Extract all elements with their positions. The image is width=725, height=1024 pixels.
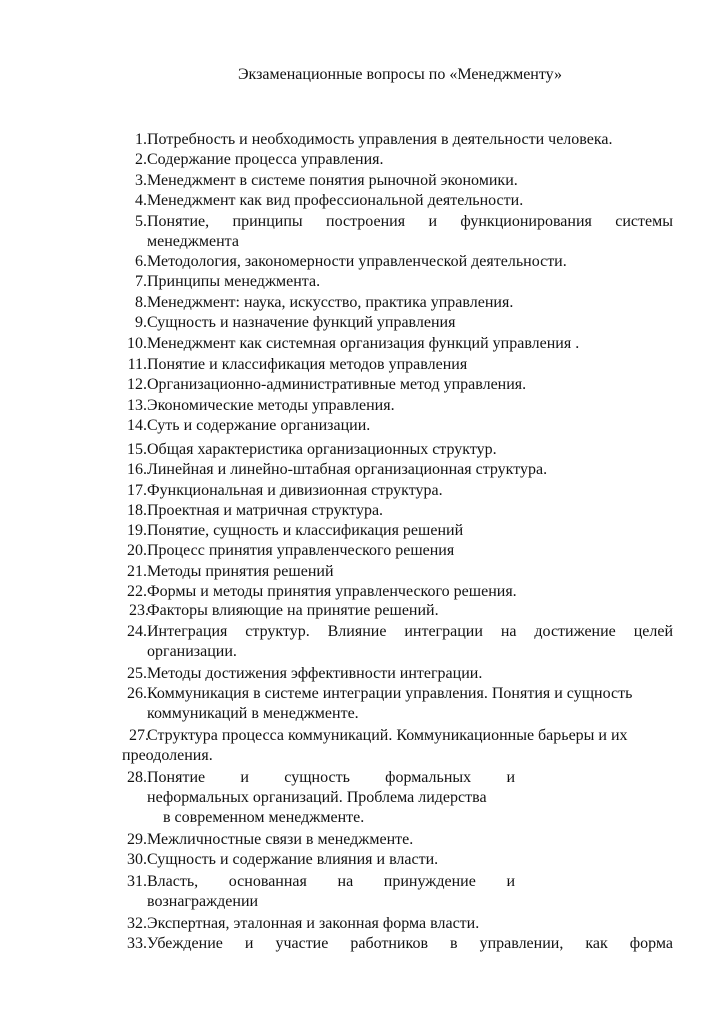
question-text: Формы и методы принятия управленческого решения. bbox=[147, 583, 517, 600]
question-text: Методы достижения эффективности интеграции. bbox=[147, 665, 483, 682]
question-number: 19. bbox=[127, 522, 147, 539]
question-number: 12. bbox=[127, 376, 147, 393]
question-number: 8. bbox=[135, 294, 147, 311]
question-number: 21. bbox=[127, 563, 147, 580]
question-text-continuation: неформальных организаций. Проблема лидерства bbox=[147, 789, 487, 806]
question-text: Понятие и классификация методов управления bbox=[147, 356, 468, 373]
question-text: Менеджмент как системная организация функций управления . bbox=[147, 335, 580, 352]
question-number: 16. bbox=[127, 461, 147, 478]
question-number: 3. bbox=[135, 172, 147, 189]
question-number: 9. bbox=[135, 314, 147, 331]
question-number: 13. bbox=[127, 397, 147, 414]
question-text: Понятие и сущность формальных и bbox=[147, 769, 515, 786]
question-text: Линейная и линейно-штабная организационная структура. bbox=[147, 461, 548, 478]
question-number: 25. bbox=[127, 665, 147, 682]
page-title: Экзаменационные вопросы по «Менеджменту» bbox=[237, 66, 563, 83]
question-number: 17. bbox=[127, 482, 147, 499]
question-text: Принципы менеджмента. bbox=[147, 273, 321, 290]
question-number: 7. bbox=[135, 273, 147, 290]
question-text: Коммуникация в системе интеграции управления. Понятия и сущность bbox=[147, 685, 633, 702]
question-text: Интеграция структур. Влияние интеграции на достижение целей bbox=[147, 623, 673, 640]
question-number: 15. bbox=[127, 441, 147, 458]
question-text: Общая характеристика организационных структур. bbox=[147, 441, 497, 458]
question-number: 31. bbox=[127, 873, 147, 890]
question-number: 27. bbox=[129, 727, 149, 744]
question-number: 18. bbox=[127, 502, 147, 519]
question-text: Содержание процесса управления. bbox=[147, 151, 384, 168]
question-text: Менеджмент как вид профессиональной деятельности. bbox=[147, 192, 524, 209]
question-text: Потребность и необходимость управления в деятельности человека. bbox=[147, 131, 613, 148]
question-number: 1. bbox=[135, 131, 147, 148]
question-number: 11. bbox=[127, 356, 147, 373]
question-number: 24. bbox=[127, 623, 147, 640]
question-text: Структура процесса коммуникаций. Коммуникационные барьеры и их bbox=[147, 727, 628, 744]
question-number: 22. bbox=[127, 583, 147, 600]
question-text: Менеджмент: наука, искусство, практика управления. bbox=[147, 294, 514, 311]
question-text-continuation: коммуникаций в менеджменте. bbox=[147, 705, 359, 722]
question-text: Проектная и матричная структура. bbox=[147, 502, 384, 519]
question-text: Понятие, сущность и классификация решений bbox=[147, 522, 464, 539]
question-text-continuation: вознаграждении bbox=[147, 893, 259, 910]
question-text-continuation: менеджмента bbox=[147, 233, 239, 250]
question-number: 29. bbox=[127, 831, 147, 848]
question-text: Функциональная и дивизионная структура. bbox=[147, 482, 443, 499]
question-number: 23. bbox=[129, 602, 149, 619]
question-number: 30. bbox=[127, 851, 147, 868]
question-number: 6. bbox=[135, 253, 147, 270]
question-text: Сущность и содержание влияния и власти. bbox=[147, 851, 439, 868]
question-text: Межличностные связи в менеджменте. bbox=[147, 831, 414, 848]
question-text: Суть и содержание организации. bbox=[147, 417, 371, 434]
question-text: Убеждение и участие работников в управлении, как форма bbox=[147, 935, 673, 952]
question-text-continuation: преодоления. bbox=[122, 747, 213, 764]
question-text: Сущность и назначение функций управления bbox=[147, 314, 456, 331]
question-text: Факторы влияющие на принятие решений. bbox=[147, 602, 439, 619]
question-text-continuation: организации. bbox=[147, 643, 237, 660]
question-number: 33. bbox=[127, 935, 147, 952]
question-text: Процесс принятия управленческого решения bbox=[147, 542, 455, 559]
question-text-continuation: в современном менеджменте. bbox=[163, 809, 365, 826]
question-number: 20. bbox=[127, 542, 147, 559]
question-number: 5. bbox=[135, 213, 147, 230]
question-number: 2. bbox=[135, 151, 147, 168]
question-number: 26. bbox=[127, 685, 147, 702]
question-number: 14. bbox=[127, 417, 147, 434]
question-text: Методы принятия решений bbox=[147, 563, 334, 580]
question-number: 10. bbox=[127, 335, 147, 352]
question-number: 4. bbox=[135, 192, 147, 209]
question-text: Организационно-административные метод управления. bbox=[147, 376, 527, 393]
question-text: Власть, основанная на принуждение и bbox=[147, 873, 515, 890]
question-text: Методология, закономерности управленческой деятельности. bbox=[147, 253, 567, 270]
question-number: 28. bbox=[127, 769, 147, 786]
question-number: 32. bbox=[127, 915, 147, 932]
question-text: Экспертная, эталонная и законная форма власти. bbox=[147, 915, 480, 932]
question-text: Экономические методы управления. bbox=[147, 397, 395, 414]
question-text: Менеджмент в системе понятия рыночной экономики. bbox=[147, 172, 518, 189]
question-text: Понятие, принципы построения и функционирования системы bbox=[147, 213, 673, 230]
